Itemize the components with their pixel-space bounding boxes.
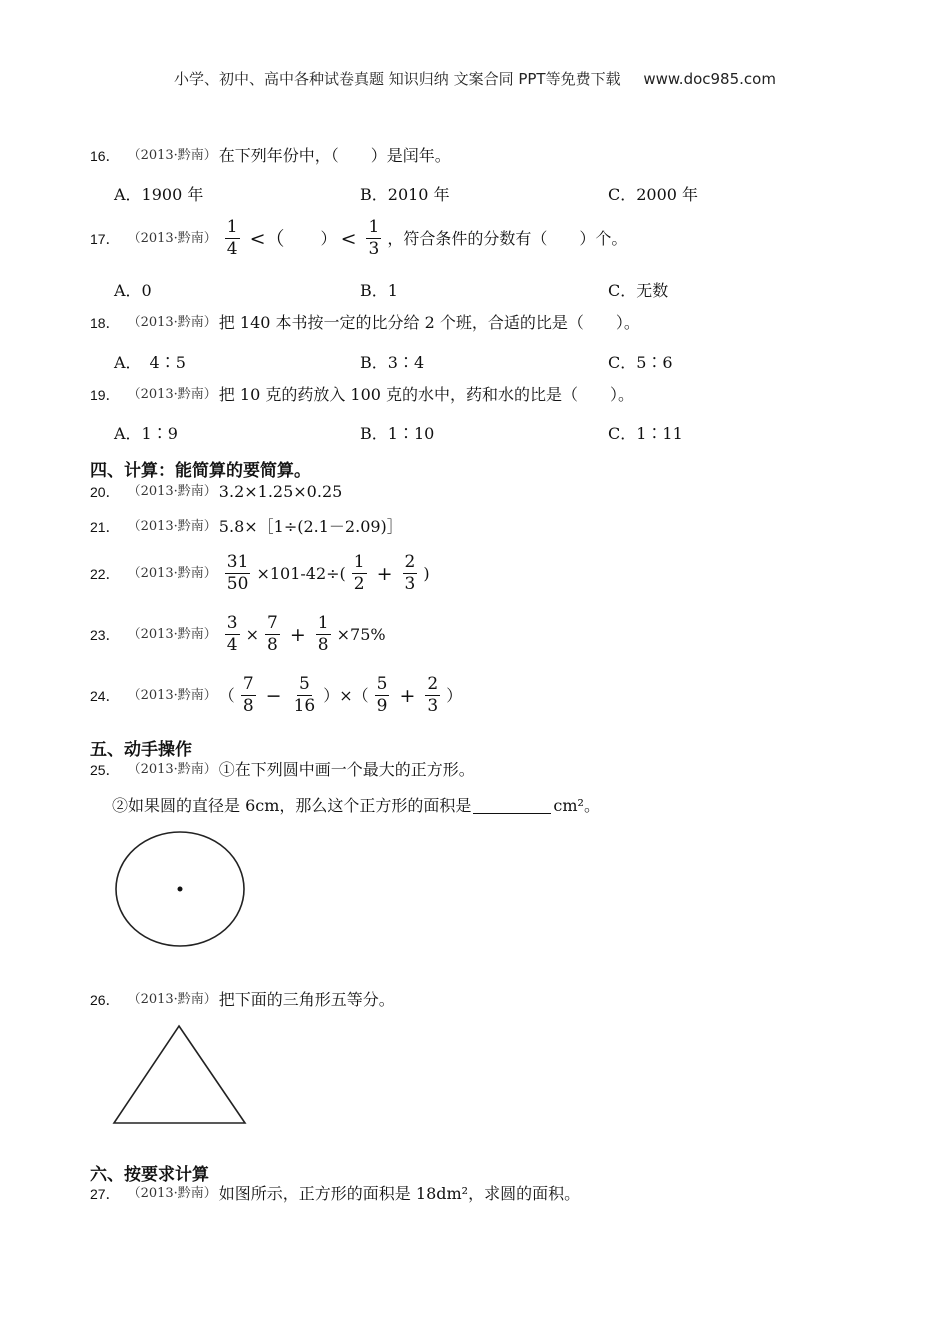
- question-source: （2013·黔南）: [127, 315, 217, 330]
- triangle-figure: [110, 1020, 250, 1130]
- question-26: [90, 990, 395, 1010]
- expression-part: ): [423, 563, 430, 583]
- question-source: （2013·黔南）: [127, 1186, 217, 1201]
- less-than-open: <（: [249, 227, 285, 250]
- question-source: （2013·黔南）: [127, 484, 217, 499]
- q16-option-b[interactable]: B．2010 年: [360, 185, 450, 204]
- numerator: 1: [368, 217, 380, 237]
- question-number: 19．: [90, 387, 120, 403]
- numerator: 7: [242, 674, 254, 694]
- numerator: 2: [427, 674, 439, 694]
- numerator: 1: [226, 217, 238, 237]
- section-6-title: 六、按要求计算: [90, 1165, 209, 1185]
- less-than: <: [340, 227, 357, 250]
- question-text: 把 10 克的药放入 100 克的水中，药和水的比是（ ）。: [218, 385, 635, 404]
- circle-figure: [110, 828, 250, 952]
- question-text: ，符合条件的分数有（ ）个。: [387, 228, 628, 248]
- question-number: 24．: [90, 687, 120, 704]
- page-header: [0, 68, 950, 89]
- denominator: 4: [226, 239, 238, 259]
- question-text: 如图所示，正方形的面积是 18dm²，求圆的面积。: [218, 1184, 581, 1203]
- numerator: 3: [226, 613, 238, 633]
- question-text: ①在下列圆中画一个最大的正方形。: [218, 760, 475, 779]
- fraction: [241, 675, 256, 716]
- triangle-outline: [114, 1026, 245, 1123]
- question-number: 20．: [90, 484, 120, 500]
- denominator: 3: [368, 239, 380, 259]
- q17-option-a[interactable]: A．0: [114, 281, 152, 300]
- circle-center-dot: [178, 887, 183, 892]
- times-sign: ×: [245, 624, 260, 644]
- plus-sign: +: [289, 623, 306, 646]
- answer-gap: ）: [288, 228, 337, 248]
- question-number: 17．: [90, 230, 120, 247]
- numerator: 31: [226, 552, 249, 572]
- answer-blank[interactable]: [473, 798, 551, 814]
- paren-open: （: [218, 685, 235, 705]
- q19-option-a[interactable]: A．1∶9: [114, 424, 178, 443]
- q17-option-b[interactable]: B．1: [360, 281, 398, 300]
- numerator: 1: [353, 552, 365, 572]
- question-source: （2013·黔南）: [127, 230, 217, 246]
- question-16: [90, 146, 451, 166]
- q18-option-c[interactable]: C．5∶6: [608, 353, 673, 372]
- question-number: 26．: [90, 992, 120, 1008]
- question-source: （2013·黔南）: [127, 992, 217, 1007]
- plus-sign: +: [399, 684, 416, 707]
- plus-sign: +: [376, 562, 393, 585]
- question-number: 18．: [90, 315, 120, 331]
- numerator: 1: [317, 613, 329, 633]
- fraction: [292, 675, 318, 716]
- fraction: [425, 675, 440, 716]
- numerator: 2: [404, 552, 416, 572]
- denominator: 8: [317, 635, 329, 655]
- denominator: 16: [293, 696, 316, 716]
- question-number: 25．: [90, 762, 120, 778]
- question-23: [90, 614, 386, 655]
- numerator: 7: [267, 613, 278, 633]
- q16-option-a[interactable]: A．1900 年: [114, 185, 204, 204]
- q18-option-a[interactable]: A． 4∶5: [114, 353, 186, 372]
- paren-close: ）: [446, 685, 463, 705]
- fraction: [366, 218, 381, 259]
- question-22: [90, 553, 430, 594]
- question-25: [90, 760, 475, 780]
- q19-option-b[interactable]: B．1∶10: [360, 424, 435, 443]
- question-text: 把下面的三角形五等分。: [218, 990, 395, 1009]
- question-source: （2013·黔南）: [127, 519, 217, 534]
- question-20: [90, 482, 342, 502]
- fraction: [403, 553, 418, 594]
- question-27: [90, 1184, 580, 1204]
- denominator: 50: [226, 574, 249, 594]
- fraction: [375, 675, 390, 716]
- question-24: [90, 675, 462, 716]
- question-number: 27．: [90, 1186, 120, 1202]
- question-source: （2013·黔南）: [127, 687, 217, 703]
- denominator: 8: [242, 696, 254, 716]
- expression-part: ×75%: [336, 624, 386, 644]
- fraction: [225, 553, 251, 594]
- fraction: [316, 614, 331, 655]
- section-4-title: 四、计算：能简算的要简算。: [90, 461, 311, 481]
- expression-part: ）×（: [323, 685, 369, 705]
- question-text: 把 140 本书按一定的比分给 2 个班，合适的比是（ ）。: [218, 313, 640, 332]
- question-number: 21．: [90, 519, 120, 535]
- expression: 3.2×1.25×0.25: [218, 482, 343, 501]
- question-18: [90, 313, 640, 333]
- question-21: [90, 517, 403, 537]
- question-25-part-2: [112, 796, 600, 816]
- denominator: 4: [226, 635, 238, 655]
- denominator: 3: [427, 696, 439, 716]
- q19-option-c[interactable]: C．1∶11: [608, 424, 683, 443]
- denominator: 9: [376, 696, 388, 716]
- question-19: [90, 385, 634, 405]
- fraction: [225, 614, 240, 655]
- denominator: 8: [267, 635, 278, 655]
- expression-part: ×101-42÷(: [256, 563, 346, 583]
- question-number: 23．: [90, 626, 120, 643]
- question-number: 22．: [90, 565, 120, 582]
- header-text: 小学、初中、高中各种试卷真题 知识归纳 文案合同 PPT等免费下载: [174, 70, 621, 88]
- section-5-title: 五、动手操作: [90, 740, 192, 760]
- q16-option-c[interactable]: C．2000 年: [608, 185, 699, 204]
- question-unit: cm²。: [553, 796, 600, 815]
- minus-sign: −: [265, 684, 282, 707]
- fraction: [352, 553, 367, 594]
- question-source: （2013·黔南）: [127, 387, 217, 402]
- numerator: 5: [298, 674, 310, 694]
- question-source: （2013·黔南）: [127, 565, 217, 581]
- q17-option-c[interactable]: C．无数: [608, 281, 669, 300]
- denominator: 2: [353, 574, 365, 594]
- question-17: [90, 218, 627, 259]
- numerator: 5: [376, 674, 388, 694]
- fraction: [225, 218, 240, 259]
- fraction: [265, 614, 280, 655]
- question-text: 在下列年份中，（ ）是闰年。: [218, 146, 451, 165]
- question-number: 16．: [90, 148, 120, 164]
- question-source: （2013·黔南）: [127, 148, 217, 163]
- denominator: 3: [404, 574, 416, 594]
- expression: 5.8×［1÷(2.1－2.09)］: [218, 517, 403, 536]
- question-source: （2013·黔南）: [127, 626, 217, 642]
- question-source: （2013·黔南）: [127, 762, 217, 777]
- q18-option-b[interactable]: B．3∶4: [360, 353, 425, 372]
- question-text: ②如果圆的直径是 6cm，那么这个正方形的面积是: [112, 796, 472, 815]
- header-site-link[interactable]: www.doc985.com: [643, 70, 776, 88]
